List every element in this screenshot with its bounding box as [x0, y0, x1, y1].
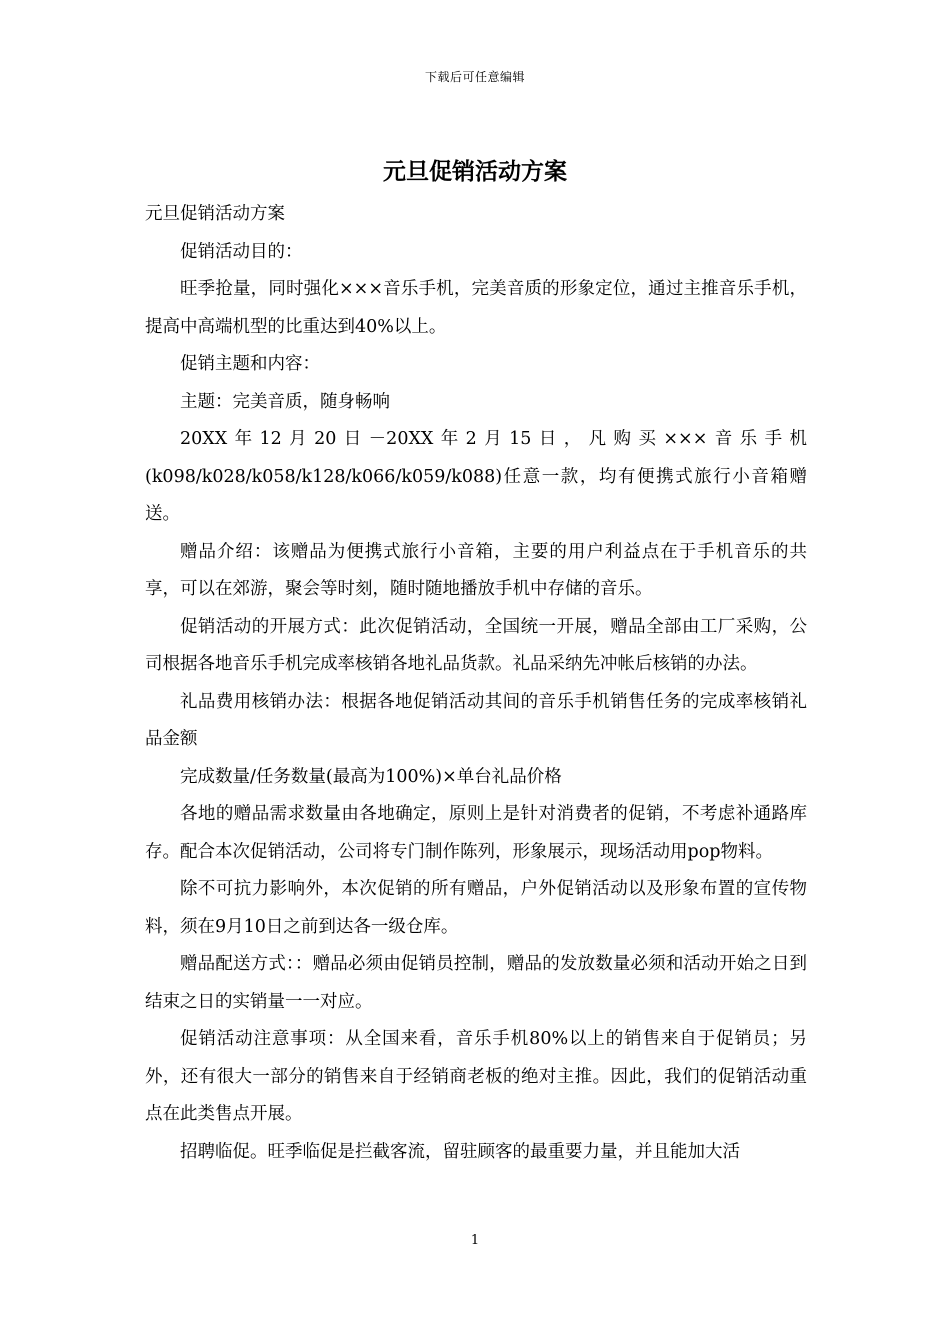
- header-note: 下载后可任意编辑: [424, 70, 525, 84]
- document-title: 元旦促销活动方案: [383, 158, 567, 185]
- paragraph: 旺季抢量，同时强化×××音乐手机，完美音质的形象定位，通过主推音乐手机，提高中高端机型的比重达到40%以上。: [145, 279, 807, 337]
- paragraph: 促销活动注意事项：从全国来看，音乐手机80%以上的销售来自于促销员；另外，还有很大一部分的销售来自于经销商老板的绝对主推。因此，我们的促销活动重点在此类售点开展。: [145, 1029, 807, 1124]
- paragraph: 完成数量/任务数量(最高为100%)×单台礼品价格: [180, 766, 562, 787]
- paragraph: 赠品配送方式：：赠品必须由促销员控制，赠品的发放数量必须和活动开始之日到结束之日的实销量一一对应。: [145, 954, 807, 1012]
- page-number: 1: [470, 1233, 480, 1248]
- document-body: [145, 196, 807, 1171]
- paragraph-subtitle: 元旦促销活动方案: [145, 204, 285, 224]
- paragraph: 礼品费用核销办法：根据各地促销活动其间的音乐手机销售任务的完成率核销礼品金额: [145, 691, 807, 749]
- paragraph: 促销主题和内容：: [180, 354, 320, 374]
- paragraph: 招聘临促。旺季临促是拦截客流，留驻顾客的最重要力量，并且能加大活: [180, 1141, 740, 1162]
- paragraph: 促销活动目的：: [180, 241, 303, 262]
- paragraph: 各地的赠品需求数量由各地确定，原则上是针对消费者的促销，不考虑补通路库存。配合本次促销活动，公司将专门制作陈列，形象展示，现场活动用pop物料。: [145, 804, 807, 862]
- paragraph: 20XX年12月20日－20XX年2月15日，凡购买×××音乐手机(k098/k028/k058/k128/k066/k059/k088)任意一款，均有便携式旅行小音箱赠送。: [145, 429, 807, 524]
- paragraph: 赠品介绍：该赠品为便携式旅行小音箱，主要的用户利益点在于手机音乐的共享，可以在郊游，聚会等时刻，随时随地播放手机中存储的音乐。: [145, 541, 807, 599]
- paragraph: 除不可抗力影响外，本次促销的所有赠品，户外促销活动以及形象布置的宣传物料，须在9月10日之前到达各一级仓库。: [145, 879, 807, 937]
- paragraph: 促销活动的开展方式：此次促销活动，全国统一开展，赠品全部由工厂采购，公司根据各地音乐手机完成率核销各地礼品货款。礼品采纳先冲帐后核销的办法。: [145, 616, 807, 674]
- paragraph: 主题：完美音质，随身畅响: [180, 391, 390, 412]
